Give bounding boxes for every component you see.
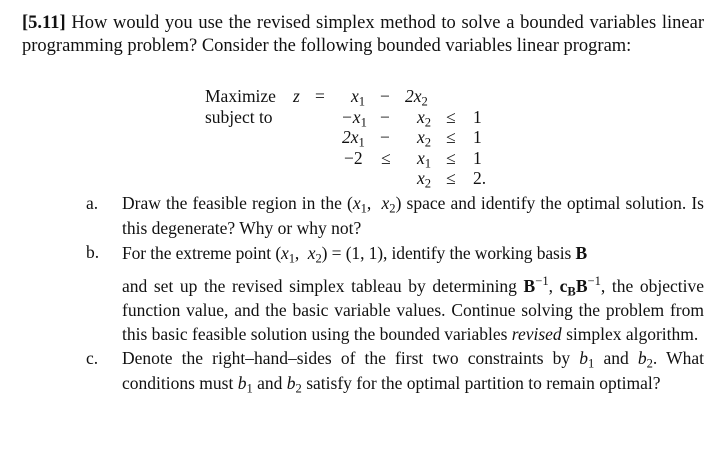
- problem-intro: [22, 12, 704, 58]
- problem-number: [5.11]: [22, 13, 66, 33]
- bound-1-relation-2: ≤: [446, 147, 456, 168]
- question-list: [86, 191, 704, 396]
- bound-2-upper: 2.: [473, 168, 487, 188]
- constraint-2-operator: −: [380, 127, 390, 147]
- objective-operator: −: [380, 86, 390, 106]
- objective-term-2: $2x_2$: [405, 86, 428, 109]
- objective-term-1: $x_1$: [351, 86, 366, 109]
- constraint-1-relation: ≤: [446, 106, 456, 127]
- objective-z: z: [293, 86, 300, 106]
- constraint-1-rhs: 1: [473, 106, 482, 127]
- constraint-2-lhs-1: $2x_1$: [342, 127, 365, 150]
- objective-equals: =: [315, 86, 325, 106]
- bound-1-lower: −2: [344, 147, 363, 168]
- objective-keyword: Maximize: [205, 86, 276, 106]
- bound-2-relation: ≤: [446, 168, 456, 188]
- bound-1-variable: $x_1$: [417, 147, 432, 171]
- bound-1-relation-1: ≤: [381, 147, 391, 168]
- subject-to-label: subject to: [205, 106, 273, 127]
- bound-2-variable: $x_2$: [417, 168, 432, 191]
- problem-prompt: How would you use the revised simplex method to solve a bounded variables linear programming problem? Consider the following bounded variables linear program:: [22, 13, 704, 56]
- question-c-label: c.: [86, 348, 99, 368]
- question-a-label: a.: [86, 193, 99, 213]
- question-c: c. Denote the right–hand–sides of the first two constraints by $b_1$ and $b_2$. What conditions must $b_1$ and $b_2$ satisfy for the optimal partition to remain optimal?: [86, 348, 704, 396]
- constraint-1-operator: −: [380, 106, 390, 127]
- constraint-1-lhs-2: $x_2$: [417, 106, 432, 130]
- constraint-2-lhs-2: $x_2$: [417, 127, 432, 150]
- question-b: b. For the extreme point ($x_1$, $x_2) = (1$, 1), identify the working basis B and set up the revised simplex tableau by determining $B^{-1}$, $c_BB^{-1}$, the objective function value, and the basic variable values. Continue solving the problem from this basic feasible solution using the bounded variables revised simplex algorithm.: [86, 242, 705, 344]
- question-b-label: b.: [86, 242, 100, 262]
- constraint-1-lhs-1: $-x_1$: [341, 106, 367, 130]
- question-a: a. Draw the feasible region in the ($x_1$, $x_2$) space and identify the optimal solution. Is this degenerate? Why or why not?: [86, 193, 704, 238]
- bound-1-upper: 1: [473, 147, 482, 168]
- constraint-2-relation: ≤: [446, 127, 456, 147]
- constraint-2-rhs: 1: [473, 127, 482, 147]
